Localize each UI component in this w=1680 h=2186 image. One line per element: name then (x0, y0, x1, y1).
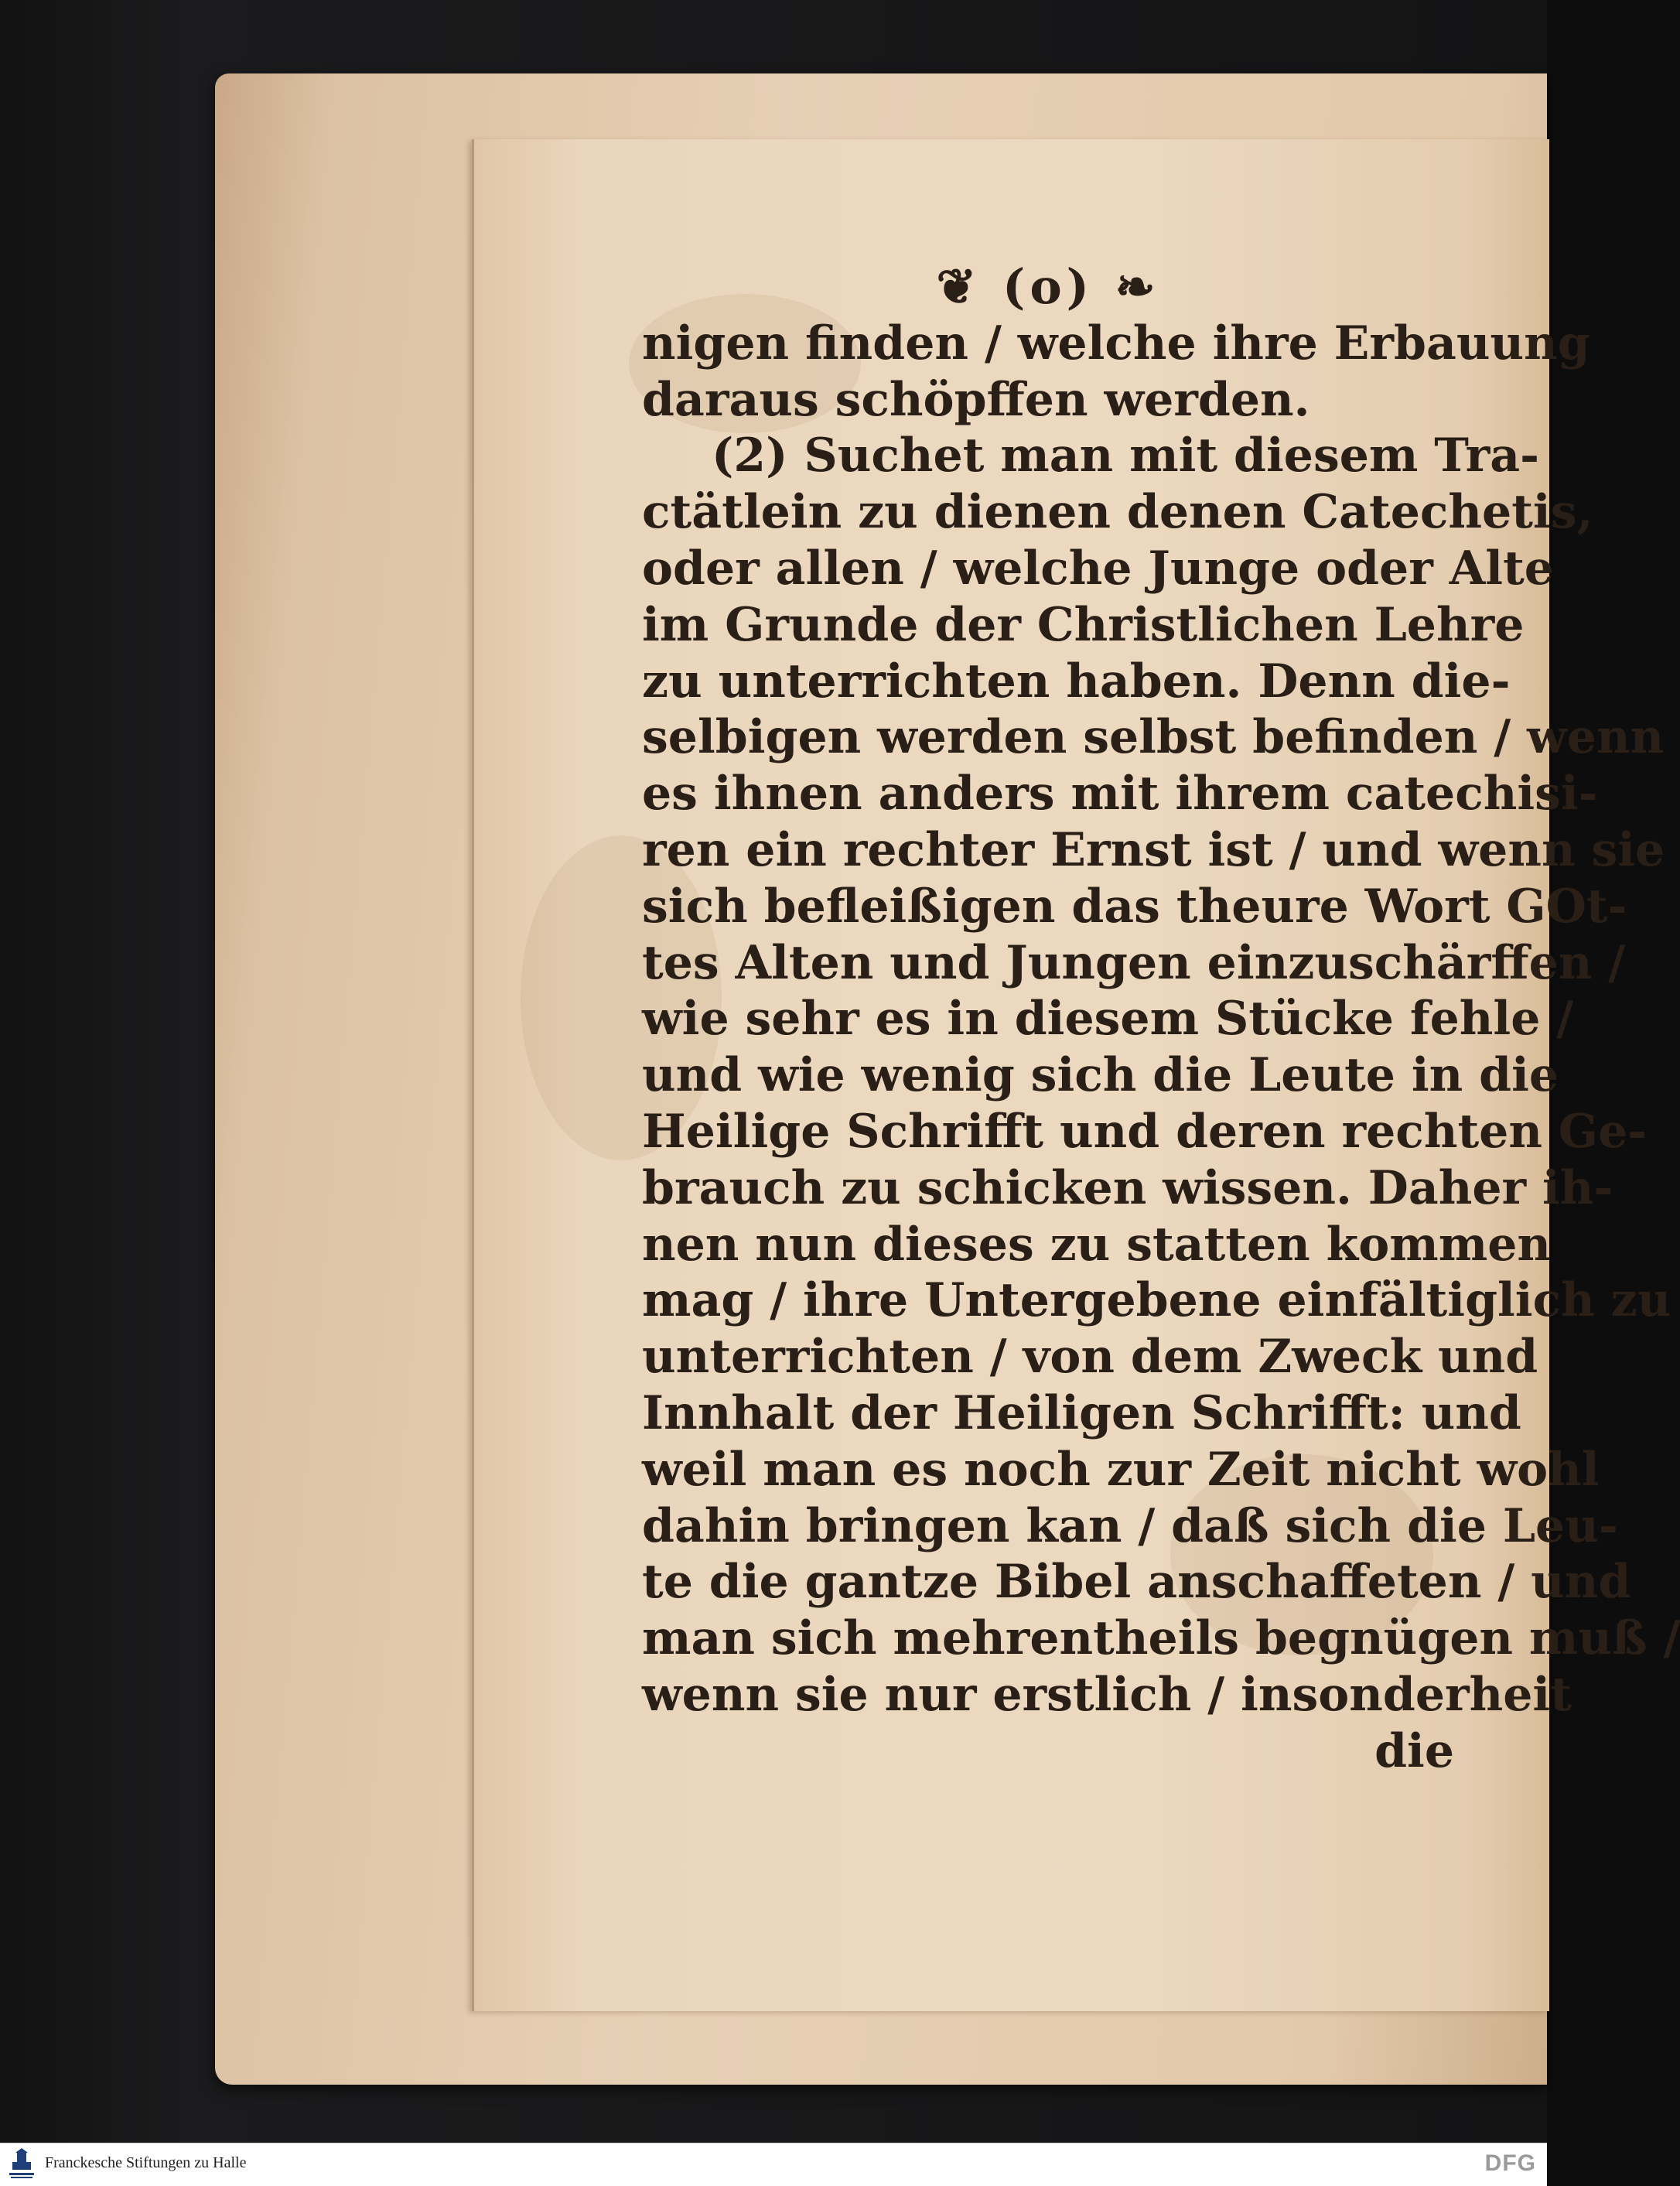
text-line: im Grunde der Christlichen Lehre (642, 597, 1525, 652)
text-line: dahin bringen kan / daß sich die Leu- (642, 1498, 1618, 1553)
text-line: tes Alten und Jungen einzuschärffen / (642, 935, 1626, 990)
text-line: ctätlein zu dienen denen Catechetis, (642, 485, 1593, 540)
text-line: zu unterrichten haben. Denn die- (642, 654, 1511, 709)
text-line: unterrichten / von dem Zweck und (642, 1330, 1538, 1385)
text-line: oder allen / welche Junge oder Alte (642, 541, 1554, 596)
footer-institution: Franckesche Stiftungen zu Halle (45, 2154, 247, 2171)
text-line: und wie wenig sich die Leute in die (642, 1048, 1559, 1103)
text-line: wenn sie nur erstlich / insonderheit (642, 1667, 1572, 1722)
text-line: nigen finden / welche ihre Erbauung (642, 316, 1590, 371)
text-line: ren ein rechter Ernst ist / und wenn sie (642, 822, 1665, 877)
text-line: wie sehr es in diesem Stücke fehle / (642, 992, 1574, 1047)
text-line: man sich mehrentheils begnügen muß / (642, 1611, 1680, 1666)
page-text (642, 258, 1680, 1780)
footer-bar (0, 2143, 1547, 2186)
text-line: daraus schöpffen werden. (642, 372, 1310, 427)
page-header: ❦ (o) ❧ (936, 258, 1160, 315)
text-line: selbigen werden selbst befinden / wenn (642, 710, 1665, 765)
header-ornament-left: ❦ (936, 258, 1002, 315)
footer-funder-logo: DFG (1484, 2150, 1536, 2176)
text-line: nen nun dieses zu statten kommen (642, 1217, 1552, 1272)
text-line: Innhalt der Heiligen Schrifft: und (642, 1385, 1521, 1440)
institution-logo-icon (6, 2148, 37, 2181)
text-line: (2) Suchet man mit diesem Tra- (712, 429, 1539, 483)
catchword: die (1374, 1723, 1454, 1778)
text-line: te die gantze Bibel anschaffeten / und (642, 1555, 1631, 1610)
header-ornament-right: ❧ (1094, 258, 1160, 315)
text-line: mag / ihre Untergebene einfältiglich zu (642, 1273, 1671, 1328)
text-lines (642, 316, 1680, 1723)
text-line: Heilige Schrifft und deren rechten Ge- (642, 1104, 1648, 1159)
text-line: weil man es noch zur Zeit nicht wohl (642, 1442, 1600, 1497)
text-line: es ihnen anders mit ihrem catechisi- (642, 767, 1598, 821)
text-line: sich befleißigen das theure Wort GOt- (642, 879, 1627, 934)
text-line: brauch zu schicken wissen. Daher ih- (642, 1160, 1613, 1215)
